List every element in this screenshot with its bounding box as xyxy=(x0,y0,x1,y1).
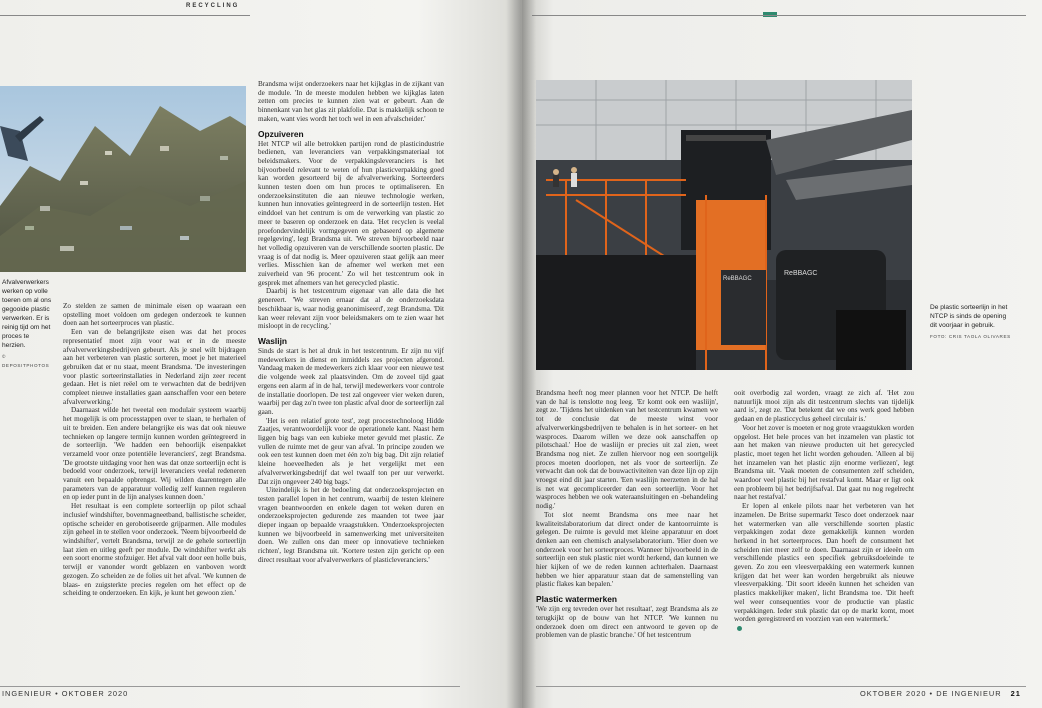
paragraph: Daarbij is het testcentrum eigenaar van alle data die het genereert. 'We streven ernaar dat al de onderzoeksdata beschikbaar is, waar nodig geanonimiseerd', zegt Brandsma. 'Dit kan weer relevant zijn voor beleidsmakers om te zien waar het misloopt in de recycling.' xyxy=(258,287,444,331)
paragraph: 'We zijn erg tevreden over het resultaat', zegt Brandsma als ze terugkijkt op de bouw van het NTCP. 'We kunnen nu onderzoek doen om direct een antwoord te geven op de problemen van de plastic branche.' Of het testcentrum xyxy=(536,605,718,640)
left-column-2 xyxy=(258,80,444,684)
left-photo-caption: Afvalverwerkers werken op volle toeren om al ons gegooide plastic verwerken. Er is reinig tijd om het proces te herzien. © DEPOSITPHOTOS xyxy=(2,279,52,368)
subheading-wasliijn: Waslijn xyxy=(258,335,288,346)
paragraph: Het NTCP wil alle betrokken partijen rond de plasticindustrie bedienen, van leveranciers van verpakkingsmateriaal tot beleidsmakers. Voor de verpakkingsleveranciers is het bijvoorbeeld relevant te weten of hun plasticverpakking goed kan worden gesorteerd bij de afvalverwerking. Sorteerders kunnen testen doen om hun proces te optimaliseren. En onderzoeksinstituten die aan nieuwe technologie werken, kunnen hun innovaties geïntegreerd in de sorteerlijn testen. Het einddoel van het centrum is om de verwerking van plastic zo meer te baseren op onderzoek en data. 'Het recyclen is veelal proefondervindelijk vormgegeven en gebaseerd op algemene regelgeving', legt Brandsma uit. 'We streven bijvoorbeeld naar het volledig opzuiveren van de verschillende soorten plastic. De vraag is of dat nodig is. Meer opzuiveren staat gelijk aan meer verlies. Misschien kan de afnemer wel werken met een zuiverheid van 96 procent.' Zo wil het testcentrum ook in gesprek met afnemers van het gerecycled plastic. xyxy=(258,139,444,287)
bottom-rule-right xyxy=(536,686,1026,687)
right-column-2 xyxy=(734,389,914,682)
paragraph: Brandsma wijst onderzoekers naar het kijkglas in de zijkant van de module. 'In de meeste modulen hebben we kijkglas laten zetten om precies te kunnen zien wat er gebeurt. Aan de binnenkant van het glas zit plakfolie. Dat is makkelijk schoon te maken, want vies wordt het toch wel in een afvalscheider.' xyxy=(258,80,444,123)
right-photo-caption: De plastic sorteerlijn in het NTCP is sinds de opening dit voorjaar in gebruik. FOTO: CRIS TAOLA OLIVARES xyxy=(930,303,1014,341)
paragraph: Uiteindelijk is het de bedoeling dat onderzoeksprojecten en testen parallel lopen in het centrum, waarbij de testen kleinere vragen beantwoorden en enkele dagen tot weken duren en onderzoeksprojecten gedurende zes maanden tot twee jaar dieper ingaan op bepaalde vraagstukken. 'Onderzoeksprojecten kunnen we bijvoorbeeld in samenwerking met universiteiten doen. We zullen ons dan meer op innovatieve technieken richten', legt Brandsma uit. 'Kortere testen zijn gericht op een direct resultaat voor afvalverwerkers of plasticleveranciers.' xyxy=(258,486,444,564)
footer-right xyxy=(860,689,1021,698)
right-column-1 xyxy=(536,389,718,682)
paragraph: Zo stelden ze samen de minimale eisen op waaraan een opstelling moet voldoen om gedegen onderzoek te kunnen doen aan het sorteerproces van plastic. xyxy=(63,302,246,328)
end-of-article-dot xyxy=(737,626,742,631)
paragraph: Het resultaat is een complete sorteerlijn op pilot schaal inclusief windshifter, bovenmagneetband, ballistische scheider, optische scheider en gerobotiseerde grijparmen. Alle modules zijn geheel in te stellen voor onderzoek. 'Neem bijvoorbeeld de windshifter', vertelt Brandsma, terwijl ze de gehele sorteerlijn laat zien en uitleg geeft per module. De windshifter werkt als een soort enorme stofzuiger. Het afval valt door een holle buis, terwijl er vanonder wordt geblazen en vanboven wordt gezogen. Zo scheiden ze de folies uit het afval. 'We kunnen de blaas- en zuigsterkte precies regelen om het effect op de scheiding te onderzoeken. En kijk, je kunt het gewoon zien.' xyxy=(63,502,246,598)
paragraph: Sinds de start is het al druk in het testcentrum. Er zijn nu vijf medewerkers in dienst en inmiddels zes projecten afgerond. Vandaag maken de medewerkers zich klaar voor een nieuwe test die volgende week zal plaatsvinden. Om de zoveel tijd gaat ergens een alarm af in de hal, terwijl medewerkers voor controle de installatie doorlopen. De test zal ongeveer vier weken duren, waarbij per dag zo'n twee ton plastic afval door de sorteerlijn zal gaan. xyxy=(258,346,444,416)
paragraph: 'Het is een relatief grote test', zegt procestechnoloog Hidde Zaatjes, verantwoordelijk voor de operationele kant. Naast hem liggen big bags van een kubieke meter gevuld met plastic. Ze vullen de ruimte met de geur van afval. 'In principe zouden we ook een test kunnen doen met één zo'n big bag. Dit zijn relatief kleine hoeveelheden als je het vergelijkt met een afvalverwerkingsbedrijf dat wel twaalf ton per uur verwerkt. Dat zijn ongeveer 240 big bags.' xyxy=(258,416,444,486)
top-rule-right xyxy=(532,15,1026,16)
left-photo-credit: © DEPOSITPHOTOS xyxy=(2,354,50,368)
paragraph: Voor het zover is moeten er nog grote vraagstukken worden opgelost. Het hele proces van het inzamelen van plastic tot aan het maken van nieuwe producten uit het gerecycled plastic, moet tegen het licht worden gehouden. 'Alleen al bij het inzamelen van het plastic zijn enorme verliezen', legt Brandsma uit. 'Vaak moeten de consumenten zelf scheiden, waardoor veel plastic bij het restafval komt. Maar er ligt ook een probleem bij het bedrijfsafval. Dat gaat nu nog regelrecht naar het restafval.' xyxy=(734,423,914,502)
bottom-rule-left xyxy=(0,686,460,687)
paragraph: Daarnaast wilde het tweetal een modulair systeem waarbij het mogelijk is om processtappen over te slaan, te herhalen of uit te breiden. Een andere belangrijke eis was dat ook nieuwe technieken op langere termijn kunnen worden geïntegreerd in de sorteerlijn. 'We hadden een behoorlijk eisenpakket verzameld voor onze potentiële leveranciers', zegt Brandsma. 'De grootste uitdaging voor hen was dat onze sorteerlijn echt is bedoeld voor onderzoek, terwijl leveranciers veelal redeneren vanuit een bepaalde opbrengst. Wij wilden daarentegen alle parameters van de apparatuur volledig zelf kunnen reguleren en op ieder punt in de lijn analyses kunnen doen.' xyxy=(63,406,246,502)
subheading-plastic-watermerken: Plastic watermerken xyxy=(536,594,618,605)
paragraph: Er lopen al enkele pilots naar het verbeteren van het inzamelen. De Britse supermarkt Tesco doet onderzoek naar het watermerken van alle verschillende soorten plastic verpakkingen zodat deze gemakkelijk kunnen worden herkend in het sorteerproces. Dan hoeft de consument het scheiden niet meer zelf te doen. Daarnaast zijn er ideeën om verschillende plastics een specifiek gebruiksdoeleinde te geven. Zo zou een vleesverpakking een watermerk kunnen krijgen dat het weer kan worden hergebruikt als nieuwe vleesverpakking. 'Dit soort ideeën kunnen het scheiden van plastics makkelijker maken', licht Brandsma toe. 'Dit heeft wel weer consequenties voor de productie van plastic verpakkingen. Ieder stuk plastic dat op de markt komt, moet worden geregistreerd en voorzien van een watermerk.' xyxy=(734,502,914,624)
right-photo-sorting-line xyxy=(536,80,912,370)
paragraph: Brandsma heeft nog meer plannen voor het NTCP. De helft van de hal is tenslotte nog leeg. 'Er komt ook een wasliijn', zegt ze. 'Tijdens het uitdenken van het testcentrum kwamen we tot de conclusie dat de meeste winst voor afvalverwerkingsbedrijven te behalen is in het sorteer- en het wasproces. Daarom willen we deze ook aanschaffen op pilotschaal.' Hoe de wasliijn er precies uit zal zien, weet Brandsma nog niet. Ze zullen hiervoor nog een soortgelijk proces moeten doorlopen, net als voor de sorteerlijn. Ze verwacht dan ook dat de bouwactiviteiten van deze lijn op zijn vroegst eind dit jaar starten. 'Een wasliijn neerzetten in de hal is net wat gecompliceerder dan een sorteerlijn. Voor het wasproces hebben we ook wateraansluitingen en -behandeling nodig.' xyxy=(536,389,718,511)
right-page xyxy=(522,0,1042,708)
left-column-1 xyxy=(63,302,246,682)
top-rule-left xyxy=(0,15,250,16)
right-photo-credit: FOTO: CRIS TAOLA OLIVARES xyxy=(930,334,1011,339)
machine-brand-label-2: ReBBAGC xyxy=(784,270,818,277)
section-label: RECYCLING xyxy=(186,3,240,9)
paragraph: Een van de belangrijkste eisen was dat het proces representatief moet zijn voor wat er in de meeste afvalverwerkingsbedrijven gebeurt. Als je snel wilt bijdragen aan het verbeteren van plastic sorteren, moet je het materieel gebruiken dat er nu staat, meent Brandsma. 'De investeringen voor plastic sorteerinstallaties in Nederland zijn zeer recent gedaan. Het is niet reëel om te verwachten dat de bedrijven compleet nieuwe installaties gaan aanschaffen voor een betere afvalverwerking.' xyxy=(63,328,246,406)
paragraph: ooit overbodig zal worden, vraagt ze zich af. 'Het zou natuurlijk mooi zijn als dit testcentrum slechts van tijdelijk aard is', zegt ze. 'Dat betekent dat we ons werk goed hebben gedaan en de plasticcyclus geheel circulair is.' xyxy=(734,389,914,424)
footer-left: INGENIEUR • OKTOBER 2020 xyxy=(2,689,129,698)
binding-gutter xyxy=(506,0,536,708)
page-number: 21 xyxy=(1010,689,1021,698)
machine-brand-label-1: ReBBAGC xyxy=(723,276,752,282)
footer-right-text: OKTOBER 2020 • DE INGENIEUR xyxy=(860,689,1002,698)
subheading-opzuiveren: Opzuiveren xyxy=(258,128,304,139)
paragraph: Tot slot neemt Brandsma ons mee naar het kwaliteitslaboratorium dat direct onder de kantoorruimte is gelegen. De ruimte is gevuld met kleine apparatuur en doet denken aan een chemisch analyselaboratorium. 'Hier doen we onderzoek voor het sorteerproces. Wanneer bijvoorbeeld in de sorteerlijn een stuk plastic niet wordt herkend, dan kunnen we hier kijken of we de reden kunnen achterhalen. Daarnaast hebben we hier apparatuur staan dat de samenstelling van plastic flakes kan bepalen.' xyxy=(536,510,718,589)
left-photo-waste-pile xyxy=(0,86,246,272)
